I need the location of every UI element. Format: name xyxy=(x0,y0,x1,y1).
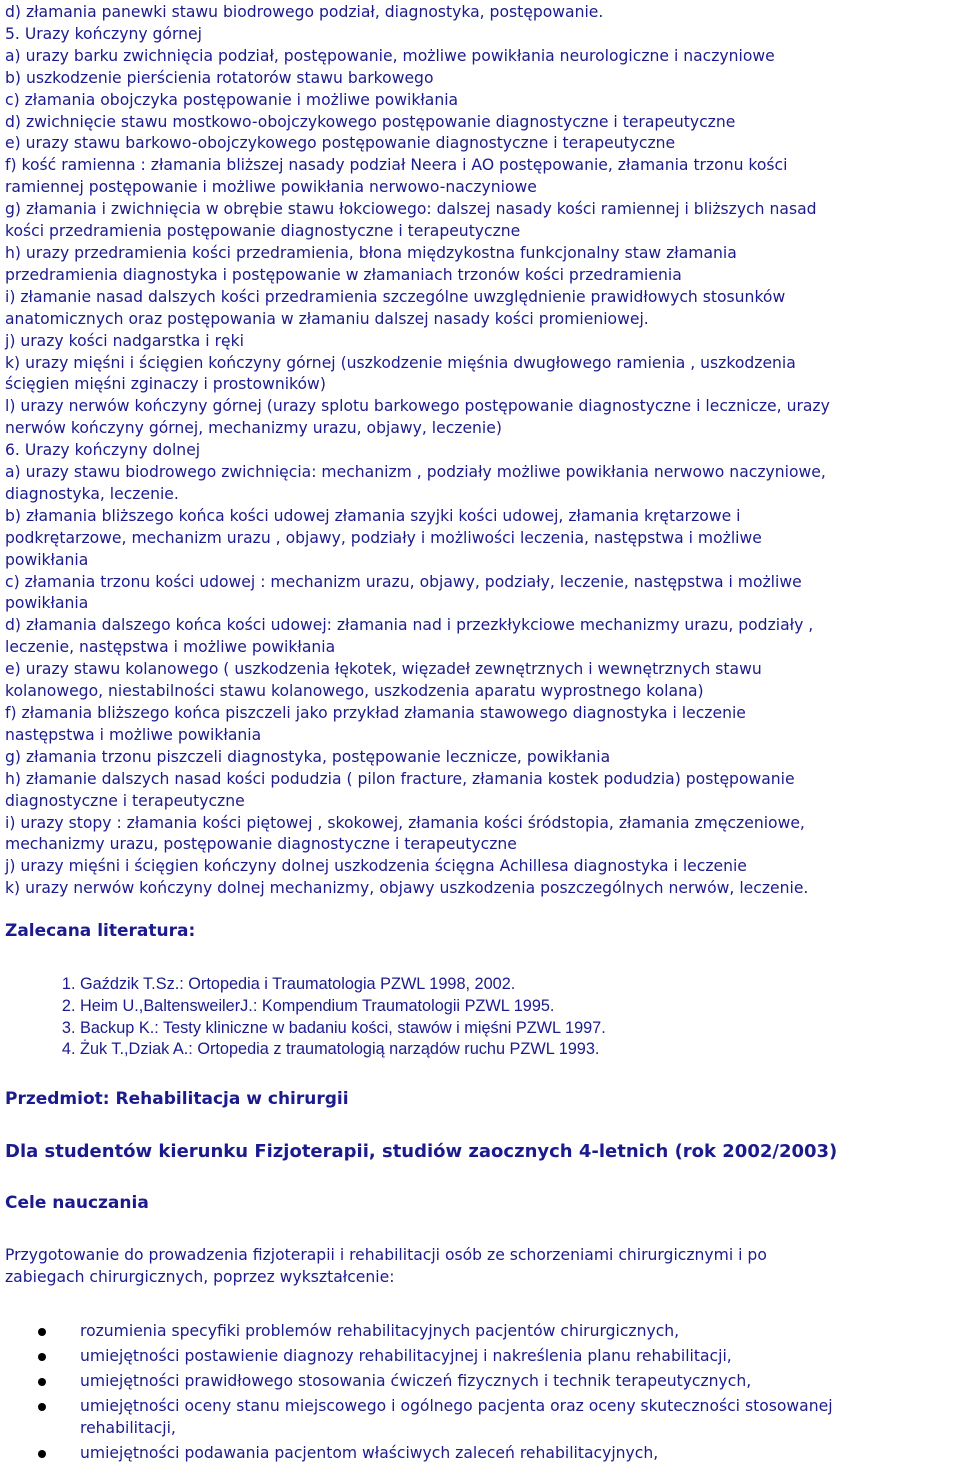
topic-line: anatomicznych oraz postępowania w złamaniu dalszej nasady kości promieniowej. xyxy=(5,309,649,328)
topic-line: kolanowego, niestabilności stawu kolanowego, uszkodzenia aparatu wyprostnego kolana) xyxy=(5,682,704,701)
goal-item xyxy=(38,1346,948,1368)
literature-item: 4. Żuk T.,Dziak A.: Ortopedia z traumatologią narządów ruchu PZWL 1993. xyxy=(80,1039,606,1061)
goal-text: rozumienia specyfiki problemów rehabilitacyjnych pacjentów chirurgicznych, xyxy=(80,1322,680,1340)
topic-line: a) urazy barku zwichnięcia podział, postępowanie, możliwe powikłania neurologiczne i naczyniowe xyxy=(5,46,775,65)
intro-line: Przygotowanie do prowadzenia fizjoterapii i rehabilitacji osób ze schorzeniami chirurgicznymi i po xyxy=(5,1246,767,1264)
subject-heading: Przedmiot: Rehabilitacja w chirurgii xyxy=(5,1089,349,1109)
goal-item xyxy=(38,1443,948,1465)
topic-line: i) urazy stopy : złamania kości piętowej , skokowej, złamania kości śródstopia, złamania zmęczeniowe, xyxy=(5,813,805,832)
topic-line: l) urazy nerwów kończyny górnej (urazy splotu barkowego postępowanie diagnostyczne i lecznicze, urazy xyxy=(5,397,830,416)
topic-line: kości przedramienia postępowanie diagnostyczne i terapeutyczne xyxy=(5,222,521,241)
literature-item: 1. Gaździk T.Sz.: Ortopedia i Traumatologia PZWL 1998, 2002. xyxy=(80,974,606,996)
topic-line: powikłania xyxy=(5,550,89,569)
topic-line: ramiennej postępowanie i możliwe powikłania nerwowo-naczyniowe xyxy=(5,178,537,197)
literature-item: 3. Backup K.: Testy kliniczne w badaniu kości, stawów i mięśni PZWL 1997. xyxy=(80,1018,606,1040)
topic-line: d) zwichnięcie stawu mostkowo-obojczykowego postępowanie diagnostyczne i terapeutyczne xyxy=(5,112,736,131)
goals-heading: Cele nauczania xyxy=(5,1193,149,1213)
topic-line: 5. Urazy kończyny górnej xyxy=(5,24,202,43)
topic-line: b) uszkodzenie pierścienia rotatorów stawu barkowego xyxy=(5,68,434,87)
audience-heading: Dla studentów kierunku Fizjoterapii, studiów zaocznych 4-letnich (rok 2002/2003) xyxy=(5,1141,838,1162)
topic-line: przedramienia diagnostyka i postępowanie w złamaniach trzonów kości przedramienia xyxy=(5,265,682,284)
topic-line: mechanizmy urazu, postępowanie diagnostyczne i terapeutyczne xyxy=(5,835,517,854)
goals-intro-paragraph xyxy=(5,1245,955,1289)
goal-text: umiejętności postawienie diagnozy rehabilitacyjnej i nakreślenia planu rehabilitacji, xyxy=(80,1347,732,1366)
bullet-icon xyxy=(38,1450,46,1458)
goals-bullet-list xyxy=(38,1321,948,1468)
topic-line: f) kość ramienna : złamania bliższej nasady podział Neera i AO postępowanie, złamania trzonu kości xyxy=(5,156,788,175)
topic-line: powikłania xyxy=(5,594,89,613)
topic-line: c) złamania obojczyka postępowanie i możliwe powikłania xyxy=(5,90,459,109)
topic-line: k) urazy nerwów kończyny dolnej mechanizmy, objawy uszkodzenia poszczególnych nerwów, leczenie. xyxy=(5,879,809,898)
topic-line: ścięgien mięśni zginaczy i prostowników) xyxy=(5,375,326,394)
topic-line: d) złamania dalszego końca kości udowej: złamania nad i przezkłykciowe mechanizmy urazu, podziały , xyxy=(5,616,814,635)
topic-line: h) złamanie dalszych nasad kości podudzia ( pilon fracture, złamania kostek podudzia) postępowanie xyxy=(5,769,795,788)
topic-line: e) urazy stawu kolanowego ( uszkodzenia łękotek, więzadeł zewnętrznych i wewnętrznych stawu xyxy=(5,660,762,679)
goal-text: rehabilitacji, xyxy=(80,1419,176,1438)
goal-text: umiejętności prawidłowego stosowania ćwiczeń fizycznych i technik terapeutycznych, xyxy=(80,1372,752,1391)
bullet-icon xyxy=(38,1328,46,1336)
topic-line: b) złamania bliższego końca kości udowej złamania szyjki kości udowej, złamania krętarzowe i xyxy=(5,506,741,525)
goal-text: umiejętności podawania pacjentom właściwych zaleceń rehabilitacyjnych, xyxy=(80,1444,659,1463)
topic-line: a) urazy stawu biodrowego zwichnięcia: mechanizm , podziały możliwe powikłania nerwowo naczyniowe, xyxy=(5,463,826,482)
topic-line: następstwa i możliwe powikłania xyxy=(5,725,262,744)
topic-line: d) złamania panewki stawu biodrowego podział, diagnostyka, postępowanie. xyxy=(5,3,604,21)
literature-item: 2. Heim U.,BaltensweilerJ.: Kompendium Traumatologii PZWL 1995. xyxy=(80,996,606,1018)
goal-text: umiejętności oceny stanu miejscowego i ogólnego pacjenta oraz oceny skuteczności stosowanej xyxy=(80,1397,833,1416)
goal-item xyxy=(38,1396,948,1440)
bullet-icon xyxy=(38,1378,46,1386)
topic-line: j) urazy mięśni i ścięgien kończyny dolnej uszkodzenia ścięgna Achillesa diagnostyka i leczenie xyxy=(5,857,747,876)
topic-line: podkrętarzowe, mechanizm urazu , objawy, podziały i możliwości leczenia, następstwa i możliwe xyxy=(5,528,762,547)
intro-line: zabiegach chirurgicznych, poprzez wykształcenie: xyxy=(5,1267,395,1286)
topic-line: f) złamania bliższego końca piszczeli jako przykład złamania stawowego diagnostyka i leczenie xyxy=(5,704,746,722)
topic-line: diagnostyczne i terapeutyczne xyxy=(5,791,245,810)
topic-line: c) złamania trzonu kości udowej : mechanizm urazu, objawy, podziały, leczenie, następstwa i możliwe xyxy=(5,572,802,591)
bullet-icon xyxy=(38,1403,46,1411)
topic-line: j) urazy kości nadgarstka i ręki xyxy=(5,331,244,350)
topic-line: 6. Urazy kończyny dolnej xyxy=(5,441,201,460)
topic-line: g) złamania trzonu piszczeli diagnostyka, postępowanie lecznicze, powikłania xyxy=(5,747,611,766)
topic-line: g) złamania i zwichnięcia w obrębie stawu łokciowego: dalszej nasady kości ramiennej i bliższych nasad xyxy=(5,200,817,219)
topic-line: leczenie, następstwa i możliwe powikłania xyxy=(5,638,336,657)
goal-item xyxy=(38,1321,948,1343)
topic-line: e) urazy stawu barkowo-obojczykowego postępowanie diagnostyczne i terapeutyczne xyxy=(5,134,676,153)
literature-list xyxy=(58,974,606,1061)
topic-line: k) urazy mięśni i ścięgien kończyny górnej (uszkodzenie mięśnia dwugłowego ramienia , uszkodzenia xyxy=(5,353,796,372)
bullet-icon xyxy=(38,1353,46,1361)
literature-heading: Zalecana literatura: xyxy=(5,921,196,941)
goal-item xyxy=(38,1371,948,1393)
syllabus-topic-list xyxy=(5,2,955,900)
topic-line: h) urazy przedramienia kości przedramienia, błona międzykostna funkcjonalny staw złamania xyxy=(5,243,737,262)
topic-line: nerwów kończyny górnej, mechanizmy urazu, objawy, leczenie) xyxy=(5,419,502,438)
topic-line: diagnostyka, leczenie. xyxy=(5,484,179,503)
topic-line: i) złamanie nasad dalszych kości przedramienia szczególne uwzględnienie prawidłowych stosunków xyxy=(5,287,786,306)
